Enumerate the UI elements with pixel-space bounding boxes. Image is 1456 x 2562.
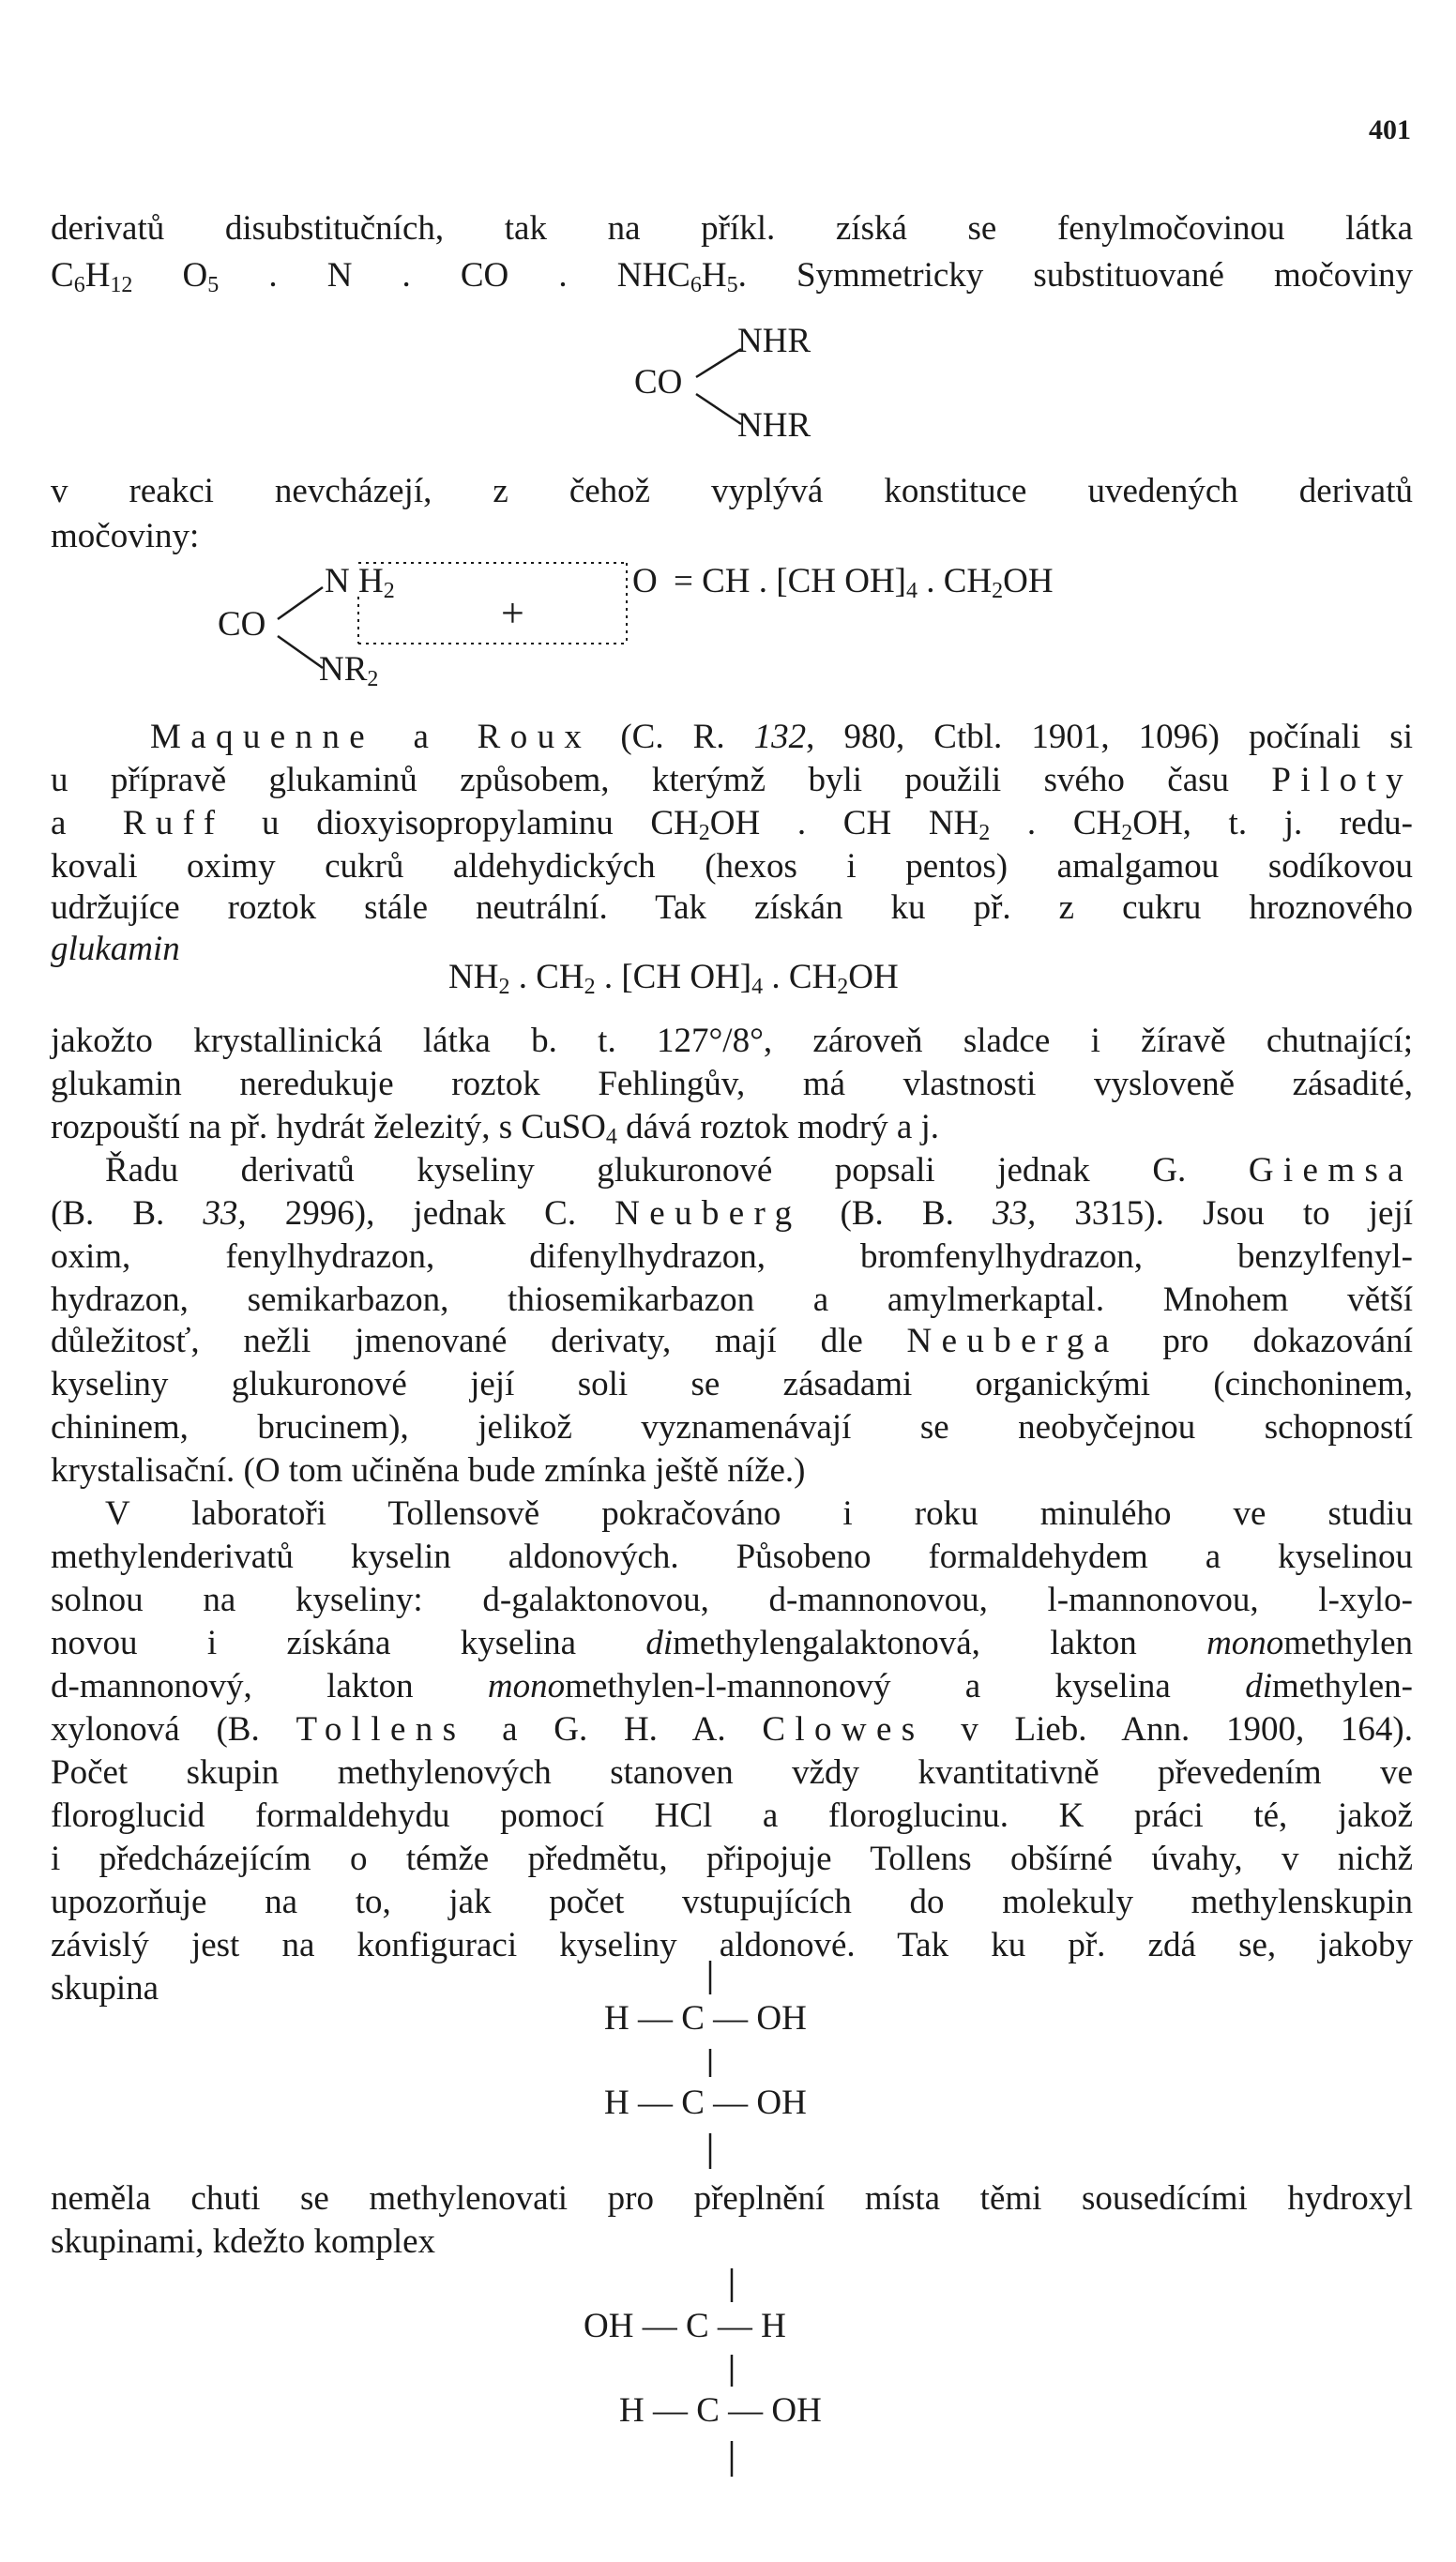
text-line: udržujíce roztok stále neutrální. Tak získán ku př. z cukru hroznového	[51, 888, 1413, 927]
text-line: (B. B. 33, 2996), jednak C. Neuberg (B. B. 33, 3315). Jsou to její	[51, 1194, 1414, 1233]
text-line: kyseliny glukuronové její soli se zásadami organickými (cinchoninem,	[51, 1365, 1413, 1403]
text-line: závislý jest na konfiguraci kyseliny aldonové. Tak ku př. zdá se, jakoby	[51, 1926, 1413, 1964]
text-line: Počet skupin methylenových stanoven vždy kvantitativně převedením ve	[51, 1753, 1413, 1792]
text-line: skupina	[51, 1969, 159, 2008]
text-line: glukamin neredukuje roztok Fehlingův, má vlastnosti vysloveně zásadité,	[51, 1065, 1413, 1103]
text-line: methylenderivatů kyselin aldonových. Působeno formaldehydem a kyselinou	[51, 1538, 1413, 1576]
text-line: u přípravě glukaminů způsobem, kterýmž byli použili svého času Piloty	[51, 761, 1413, 799]
formula-glukamin: $NH_2$ . $CH_2$ . [CH $OH]_4$ . $CH_2OH$	[448, 958, 899, 999]
formula-co: CO	[218, 605, 266, 644]
text-line: xylonová (B. Tollens a G. H. A. Clowes v Lieb. Ann. 1900, 164).	[51, 1710, 1414, 1749]
formula-co: CO	[634, 363, 683, 402]
formula-nh2: N $H_2$	[325, 562, 395, 603]
text-line: Řadu derivatů kyseliny glukuronové popsali jednak G. Giemsa	[105, 1151, 1413, 1190]
formula-row: H — C — OH	[604, 1999, 807, 2038]
formula-row: OH — C — H	[584, 2307, 786, 2345]
formula-plus: +	[501, 590, 524, 636]
glukamin-label: glukamin	[51, 930, 180, 968]
formula-row: H — C — OH	[604, 2084, 807, 2122]
text-line: chininem, brucinem), jelikož vyznamenávají se neobyčejnou schopností	[51, 1408, 1413, 1447]
text-line: a Ruff u dioxyisopropylaminu $CH_2OH$ . CH $NH_2$ . $CH_2OH$, t. j. redu-	[51, 804, 1413, 845]
formula-row: H — C — OH	[619, 2391, 822, 2430]
formula-oxygen: O	[632, 562, 658, 600]
text-line: močoviny:	[51, 517, 200, 555]
text-line: krystalisační. (O tom učiněna bude zmínka ještě níže.)	[51, 1451, 806, 1490]
formula-nr2: $NR_2$	[319, 650, 379, 691]
text-line: $C_6H_{12}$ $O_5$ . N . CO . $NHC_6H_5$. Symmetricky substituované močoviny	[51, 256, 1413, 297]
text-line: oxim, fenylhydrazon, difenylhydrazon, bromfenylhydrazon, benzylfenyl-	[51, 1237, 1413, 1276]
text-line: neměla chuti se methylenovati pro přeplnění místa těmi sousedícími hydroxyl	[51, 2179, 1413, 2218]
formula-nhr-bottom: NHR	[737, 406, 811, 445]
text-line: skupinami, kdežto komplex	[51, 2222, 436, 2261]
text-line: upozorňuje na to, jak počet vstupujících do molekuly methylenskupin	[51, 1883, 1413, 1921]
text-line: rozpouští na př. hydrát železitý, s CuSO$_4$ dává roztok modrý a j.	[51, 1108, 940, 1149]
page-number: 401	[1369, 114, 1411, 145]
text-line: d-mannonový, lakton monomethylen-l-mannonový a kyselina dimethylen-	[51, 1667, 1413, 1705]
text-line: derivatů disubstitučních, tak na příkl. získá se fenylmočovinou látka	[51, 209, 1413, 248]
formula-nhr-top: NHR	[737, 322, 811, 360]
text-line: kovali oximy cukrů aldehydických (hexos i pentos) amalgamou sodíkovou	[51, 847, 1413, 886]
text-line: důležitosť, nežli jmenované derivaty, mají dle Neuberga pro dokazování	[51, 1322, 1413, 1360]
text-line: v reakci nevcházejí, z čehož vyplývá konstituce uvedených derivatů	[51, 472, 1413, 510]
text-line: i předcházejícím o témže předmětu, připojuje Tollens obšírné úvahy, v nichž	[51, 1840, 1413, 1878]
text-line: floroglucid formaldehydu pomocí HCl a floroglucinu. K práci té, jakož	[51, 1796, 1413, 1835]
text-line: novou i získána kyselina dimethylengalaktonová, lakton monomethylen	[51, 1624, 1413, 1662]
formula-aldose-chain: = CH . [CH $OH]_4$ . $CH_2OH$	[674, 562, 1054, 603]
text-line: jakožto krystallinická látka b. t. 127°/8°, zároveň sladce i žíravě chutnající;	[51, 1022, 1413, 1060]
text-line: Maquenne a Roux (C. R. 132, 980, Ctbl. 1901, 1096) počínali si	[150, 718, 1413, 756]
text-line: solnou na kyseliny: d-galaktonovou, d-mannonovou, l-mannonovou, l-xylo-	[51, 1581, 1413, 1619]
text-line: hydrazon, semikarbazon, thiosemikarbazon a amylmerkaptal. Mnohem větší	[51, 1281, 1413, 1319]
text-line: V laboratoři Tollensově pokračováno i roku minulého ve studiu	[105, 1494, 1413, 1533]
